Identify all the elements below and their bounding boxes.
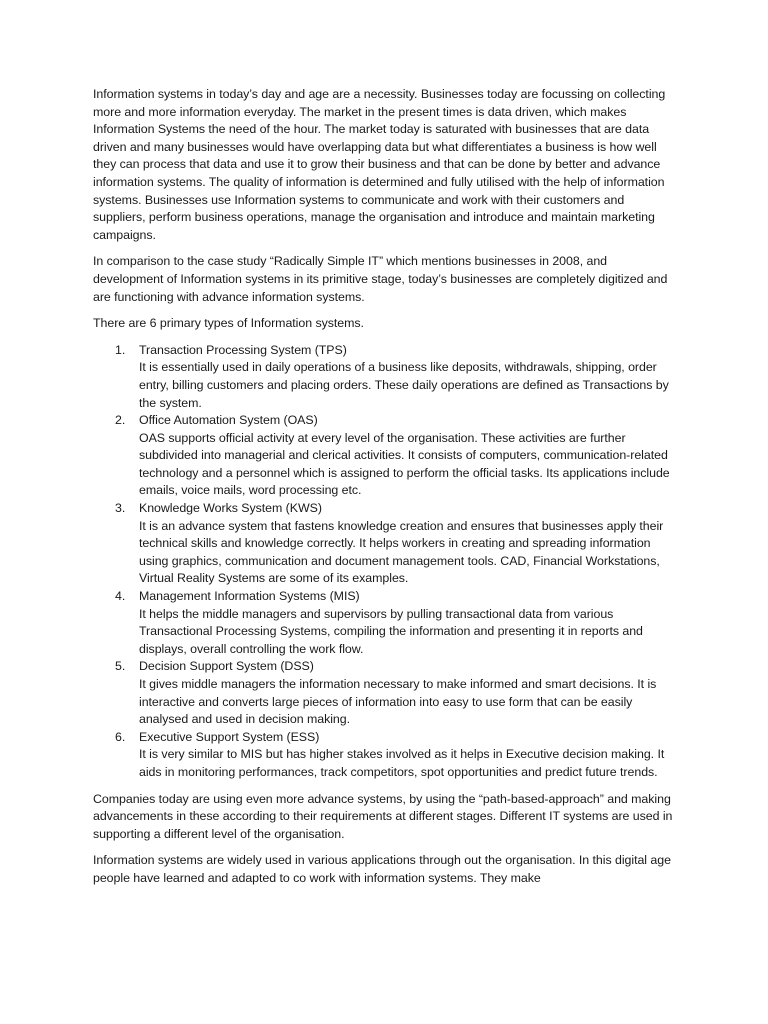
list-item-title: Executive Support System (ESS) xyxy=(139,729,320,744)
information-systems-list xyxy=(93,342,679,782)
outro-paragraph-1: Companies today are using even more advance systems, by using the “path-based-approach” and making advancements in these according to their requirements at different stages. Different IT systems are used in supporting a different level of the organisation. xyxy=(93,791,673,841)
list-item-description: It gives middle managers the information necessary to make informed and smart decisions. It is interactive and converts large pieces of information into easy to use form that can be easily analysed and used in decision making. xyxy=(139,677,657,727)
list-item-description: It helps the middle managers and supervisors by pulling transactional data from various Transactional Processing Systems, compiling the information and presenting it in reports and displays, overall controlling the work flow. xyxy=(139,606,643,656)
list-item-description: It is an advance system that fastens knowledge creation and ensures that businesses apply their technical skills and knowledge correctly. It helps workers in creating and spreading information using graphics, communication and document management tools. CAD, Financial Workstations, Virtual Reality Systems are some of its examples. xyxy=(139,518,664,586)
list-item-description: It is very similar to MIS but has higher stakes involved as it helps in Executive decision making. It aids in monitoring performances, track competitors, spot opportunities and predict future trends. xyxy=(139,747,665,779)
list-item-description: OAS supports official activity at every level of the organisation. These activities are further subdivided into managerial and clerical activities. It consists of computers, communication-related technology and a personnel which is assigned to perform the official tasks. Its applications include emails, voice mails, word processing etc. xyxy=(139,430,670,498)
outro-paragraph-2: Information systems are widely used in various applications through out the organisation. In this digital age people have learned and adapted to co work with information systems. They make xyxy=(93,853,671,885)
list-item-title: Decision Support System (DSS) xyxy=(139,659,314,674)
list-item-title: Transaction Processing System (TPS) xyxy=(139,342,347,357)
intro-paragraph-3: There are 6 primary types of Information systems. xyxy=(93,316,364,331)
intro-paragraph-1: Information systems in today’s day and age are a necessity. Businesses today are focussing on collecting more and more information everyday. The market in the present times is data driven, which makes Information Systems the need of the hour. The market today is saturated with businesses that are data driven and many businesses would have overlapping data but what differentiates a business is how well they can process that data and use it to grow their business and that can be done by better and advance information systems. The quality of information is determined and fully utilised with the help of information systems. Businesses use Information systems to communicate and work with their customers and suppliers, perform business operations, manage the organisation and introduce and maintain marketing campaigns. xyxy=(93,87,666,242)
list-item-description: It is essentially used in daily operations of a business like deposits, withdrawals, shipping, order entry, billing customers and placing orders. These daily operations are defined as Transactions by the system. xyxy=(139,360,669,410)
list-item-tps xyxy=(139,342,679,412)
list-item-title: Knowledge Works System (KWS) xyxy=(139,501,322,516)
list-item-ess xyxy=(139,729,679,782)
list-item-kws xyxy=(139,500,679,588)
intro-paragraph-2: In comparison to the case study “Radically Simple IT” which mentions businesses in 2008, and development of Information systems in its primitive stage, today’s businesses are completely digitized and are functioning with advance information systems. xyxy=(93,254,668,304)
list-item-oas xyxy=(139,412,679,500)
list-item-title: Office Automation System (OAS) xyxy=(139,413,318,428)
list-item-title: Management Information Systems (MIS) xyxy=(139,589,360,604)
list-item-mis xyxy=(139,588,679,658)
document-body xyxy=(93,86,679,897)
list-item-dss xyxy=(139,658,679,728)
